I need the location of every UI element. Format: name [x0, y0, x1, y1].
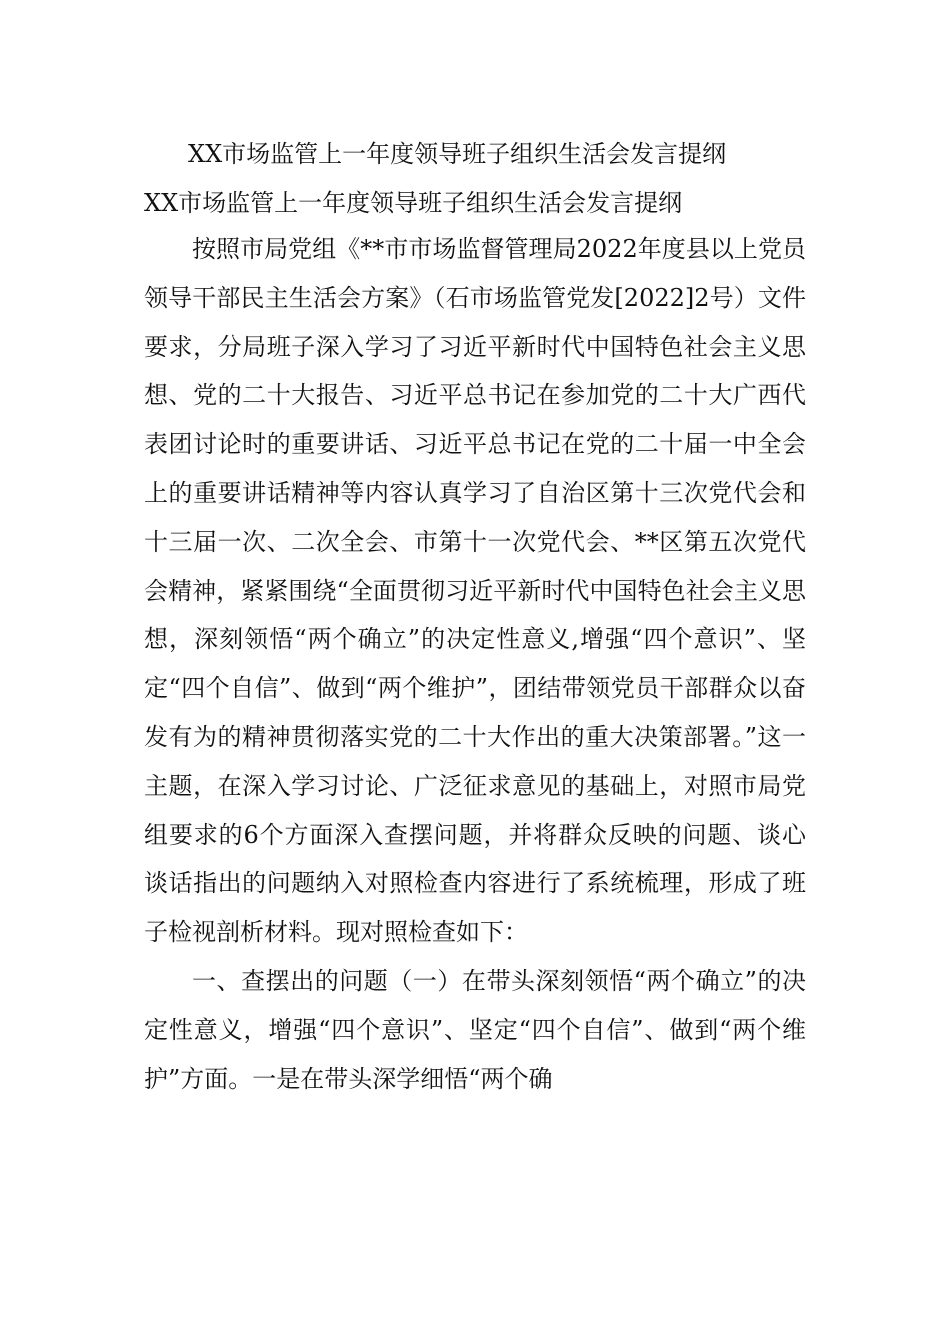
document-body [144, 225, 806, 1103]
document-title-line-2: XX市场监管上一年度领导班子组织生活会发言提纲 [144, 189, 683, 217]
body-paragraph-problems: 一、查摆出的问题（一）在带头深刻领悟“两个确立”的决定性意义，增强“四个意识”、坚定“四个自信”、做到“两个维护”方面。一是在带头深学细悟“两个确 [144, 966, 806, 1093]
document-title-line-1: XX市场监管上一年度领导班子组织生活会发言提纲 [188, 140, 727, 168]
body-paragraph-intro: 按照市局党组《**市市场监督管理局2022年度县以上党员领导干部民主生活会方案》（石市场监管党发[2022]2号）文件要求，分局班子深入学习了习近平新时代中国特色社会主义思想、党的二十大报告、习近平总书记在参加党的二十大广西代表团讨论时的重要讲话、习近平总书记在党的二十届一中全会上的重要讲话精神等内容认真学习了自治区第十三次党代会和十三届一次、二次全会、市第十一次党代会、**区第五次党代会精神，紧紧围绕“全面贯彻习近平新时代中国特色社会主义思想，深刻领悟“两个确立”的决定性意义,增强“四个意识”、坚定“四个自信”、做到“两个维护”，团结带领党员干部群众以奋发有为的精神贯彻落实党的二十大作出的重大决策部署。”这一主题，在深入学习讨论、广泛征求意见的基础上，对照市局党组要求的6个方面深入查摆问题，并将群众反映的问题、谈心谈话指出的问题纳入对照检查内容进行了系统梳理，形成了班子检视剖析材料。现对照检查如下： [144, 235, 806, 947]
